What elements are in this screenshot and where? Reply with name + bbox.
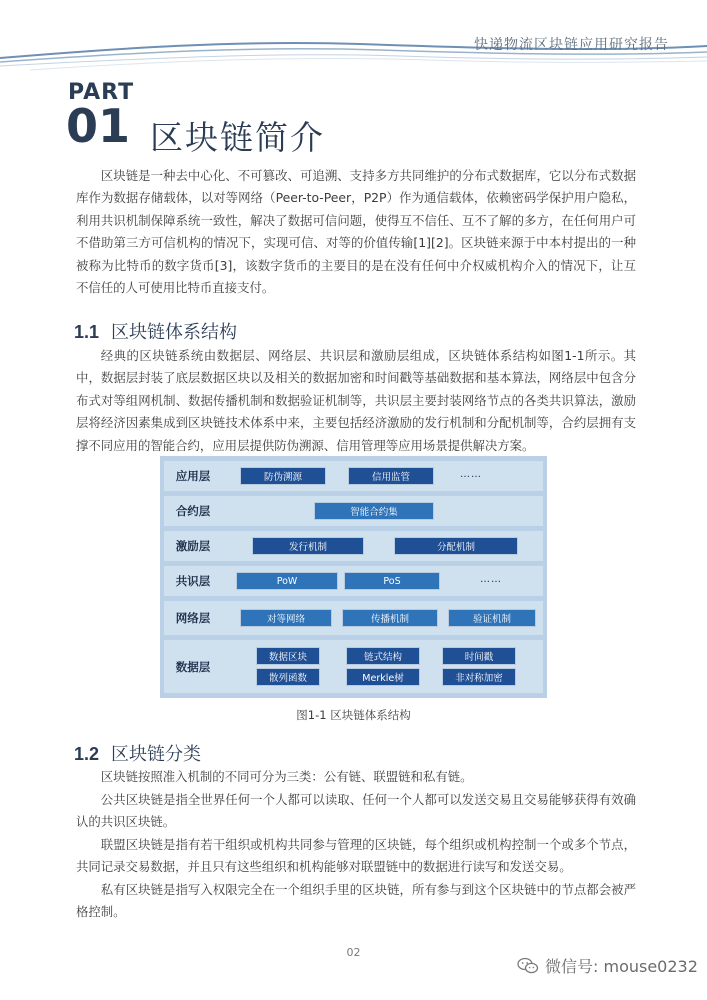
layer-item: 验证机制 (448, 609, 536, 627)
layer-item: 智能合约集 (314, 502, 434, 520)
part-title: 区块链简介 (150, 118, 325, 157)
layer-item: PoS (344, 572, 440, 590)
layer-item: 传播机制 (342, 609, 438, 627)
layer-data (164, 640, 543, 693)
part-number: 01 (66, 99, 131, 153)
layer-network (164, 601, 543, 635)
page-number: 02 (346, 946, 361, 959)
layer-item: 信用监管 (348, 467, 434, 485)
part-label: PART (68, 80, 135, 105)
section-1-2-heading (74, 740, 201, 766)
layer-label: 合约层 (175, 504, 211, 518)
blockchain-architecture-diagram (160, 456, 547, 698)
layer-item: 分配机制 (394, 537, 518, 555)
section-number: 1.1 (74, 322, 100, 342)
section-1-1-heading (74, 318, 237, 344)
layer-item: 时间戳 (442, 647, 516, 665)
layer-label: 激励层 (175, 539, 211, 553)
layer-item: PoW (236, 572, 338, 590)
section-title: 区块链体系结构 (111, 322, 238, 343)
layer-item: 对等网络 (240, 609, 332, 627)
layer-consensus (164, 566, 543, 596)
layer-label: 应用层 (175, 469, 211, 483)
section-1-1-body: 经典的区块链系统由数据层、网络层、共识层和激励层组成，区块链体系结构如图1-1所示。其中，数据层封装了底层数据区块以及相关的数据加密和时间戳等基础数据和基本算法，网络层中包含分布式对等组网机制、数据传播机制和数据验证机制等，共识层主要封装网络节点的各类共识算法，激励层将经济因素集成到区块链技术体系中来，主要包括经济激励的发行机制和分配机制等，合约层拥有支撑不同应用的智能合约，应用层提供防伪溯源、信用管理等应用场景提供解决方案。 (76, 348, 636, 453)
layer-item: 数据区块 (256, 647, 320, 665)
section-number: 1.2 (74, 744, 100, 764)
section-1-2-paragraph: 联盟区块链是指有若干组织或机构共同参与管理的区块链，每个组织或机构控制一个或多个节点，共同记录交易数据，并且只有这些组织和机构能够对联盟链中的数据进行读写和发送交易。 (76, 837, 636, 875)
wechat-watermark (517, 954, 698, 977)
layer-item: 散列函数 (256, 668, 320, 686)
section-1-2-paragraph: 公共区块链是指全世界任何一个人都可以读取、任何一个人都可以发送交易且交易能够获得有效确认的共识区块链。 (76, 792, 636, 830)
layer-application (164, 461, 543, 491)
report-header-title: 快递物流区块链应用研究报告 (474, 37, 669, 53)
layer-item: 链式结构 (346, 647, 420, 665)
section-title: 区块链分类 (111, 744, 202, 765)
layer-ellipsis: …… (480, 574, 502, 585)
layer-label: 网络层 (175, 611, 211, 625)
intro-paragraph: 区块链是一种去中心化、不可篡改、可追溯、支持多方共同维护的分布式数据库，它以分布式数据库作为数据存储载体，以对等网络（Peer-to-Peer，P2P）作为通信载体，依赖密码学保护用户隐私，利用共识机制保障系统一致性，解决了数据可信问题，使得互不信任、互不了解的多方，在任何用户可不借助第三方可信机构的情况下，实现可信、对等的价值传输[1][2]。区块链来源于中本村提出的一种被称为比特币的数字货币[3]，该数字货币的主要目的是在没有任何中介权威机构介入的情况下，让互不信任的人可使用比特币直接支付。 (76, 168, 636, 296)
layer-contract (164, 496, 543, 526)
layer-item: 非对称加密 (442, 668, 516, 686)
layer-incentive (164, 531, 543, 561)
layer-item: 防伪溯源 (240, 467, 326, 485)
layer-label: 数据层 (175, 659, 211, 674)
section-1-2-paragraph: 私有区块链是指写入权限完全在一个组织手里的区块链，所有参与到这个区块链中的节点都会被严格控制。 (76, 882, 636, 920)
layer-ellipsis: …… (460, 469, 482, 480)
layer-item: 发行机制 (252, 537, 364, 555)
layer-item: Merkle树 (346, 668, 420, 686)
wechat-icon (517, 957, 539, 975)
section-1-2-paragraph: 区块链按照准入机制的不同可分为三类：公有链、联盟链和私有链。 (100, 769, 473, 784)
layer-label: 共识层 (175, 574, 211, 588)
watermark-text: 微信号: mouse0232 (545, 957, 698, 976)
figure-caption: 图1-1 区块链体系结构 (296, 708, 411, 722)
